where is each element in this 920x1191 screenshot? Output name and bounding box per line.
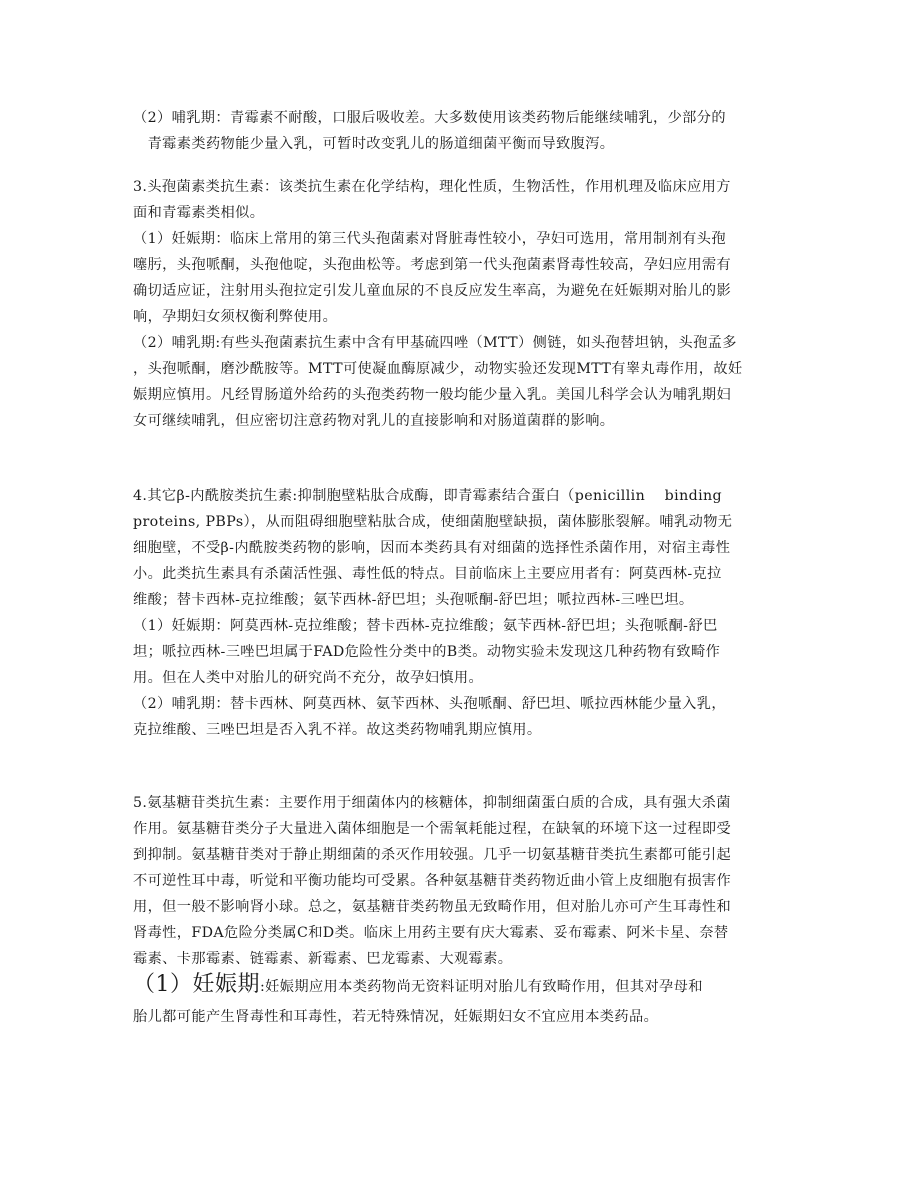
text-line: （2）哺乳期：青霉素不耐酸，口服后吸收差。大多数使用该类药物后能继续哺乳，少部分的 — [133, 110, 726, 126]
text-line: 3.头孢菌素类抗生素：该类抗生素在化学结构，理化性质，生物活性，作用机理及临床应用方 — [133, 179, 731, 195]
text-line: （2）哺乳期:有些头孢菌素抗生素中含有甲基硫四唑（MTT）侧链，如头孢替坦钠，头孢孟多 — [133, 335, 737, 351]
text-line: 4.其它β-内酰胺类抗生素:抑制胞壁粘肽合成酶，即青霉素结合蛋白（penicillin binding — [133, 488, 723, 504]
text-line: 小。此类抗生素具有杀菌活性强、毒性低的特点。目前临床上主要应用者有：阿莫西林-克拉 — [133, 566, 722, 582]
text-line: （2）哺乳期：替卡西林、阿莫西林、氨苄西林、头孢哌酮、舒巴坦、哌拉西林能少量入乳， — [133, 696, 726, 712]
text-line: 肾毒性，FDA危险分类属C和D类。临床上用药主要有庆大霉素、妥布霉素、阿米卡星、奈替 — [133, 925, 729, 941]
text-line: 用。但在人类中对胎儿的研究尚不充分，故孕妇慎用。 — [133, 670, 484, 686]
text-line: 娠期应慎用。凡经胃肠道外给药的头孢类药物一般均能少量入乳。美国儿科学会认为哺乳期妇 — [133, 387, 732, 403]
text-line: 不可逆性耳中毒，听觉和平衡功能均可受累。各种氨基糖苷类药物近曲小管上皮细胞有损害作 — [133, 873, 732, 889]
text-line: （1）妊娠期：临床上常用的第三代头孢菌素对肾脏毒性较小，孕妇可选用，常用制剂有头孢 — [133, 231, 726, 247]
text-line: 确切适应证，注射用头孢拉定引发儿童血尿的不良反应发生率高，为避免在妊娠期对胎儿的影 — [133, 283, 732, 299]
text-line: 克拉维酸、三唑巴坦是否入乳不祥。故这类药物哺乳期应慎用。 — [133, 722, 542, 738]
text-line: 维酸；替卡西林-克拉维酸；氨苄西林-舒巴坦；头孢哌酮-舒巴坦；哌拉西林-三唑巴坦。 — [133, 592, 694, 608]
text-line: 胎儿都可能产生肾毒性和耳毒性，若无特殊情况，妊娠期妇女不宜应用本类药品。 — [133, 1009, 659, 1025]
text-line: 作用。氨基糖苷类分子大量进入菌体细胞是一个需氧耗能过程，在缺氧的环境下这一过程即受 — [133, 821, 732, 837]
text-fragment: :妊娠期应用本类药物尚无资料证明对胎儿有致畸作用，但其对孕母和 — [260, 979, 703, 995]
paragraph-beta-lactams — [133, 483, 783, 743]
text-line: 坦；哌拉西林-三唑巴坦属于FAD危险性分类中的B类。动物实验未发现这几种药物有致畸作 — [133, 644, 721, 660]
text-line: （1）妊娠期：阿莫西林-克拉维酸；替卡西林-克拉维酸；氨苄西林-舒巴坦；头孢哌酮-舒巴 — [133, 618, 718, 634]
paragraph-penicillin-lactation — [133, 105, 783, 157]
paragraph-cephalosporins — [133, 174, 783, 434]
text-line — [133, 970, 783, 1002]
text-line: proteins, PBPs），从而阻碍细胞壁粘肽合成，使细菌胞壁缺损，菌体膨胀裂解。哺乳动物无 — [133, 514, 733, 530]
text-line: 用，但一般不影响肾小球。总之，氨基糖苷类药物虽无致畸作用，但对胎儿亦可产生耳毒性和 — [133, 899, 732, 915]
text-line: 到抑制。氨基糖苷类对于静止期细菌的杀灭作用较强。几乎一切氨基糖苷类抗生素都可能引起 — [133, 847, 732, 863]
text-line: 5.氨基糖苷类抗生素：主要作用于细菌体内的核糖体，抑制细菌蛋白质的合成，具有强大杀菌 — [133, 795, 731, 811]
paragraph-aminoglycosides-pregnancy — [133, 970, 783, 1032]
text-line: 响，孕期妇女须权衡利弊使用。 — [133, 309, 338, 325]
text-line: 噻肟，头孢哌酮，头孢他啶，头孢曲松等。考虑到第一代头孢菌素肾毒性较高，孕妇应用需有 — [133, 257, 732, 273]
text-line: 女可继续哺乳，但应密切注意药物对乳儿的直接影响和对肠道菌群的影响。 — [133, 413, 615, 429]
text-line: 细胞壁，不受β-内酰胺类药物的影响，因而本类药具有对细菌的选择性杀菌作用，对宿主毒性 — [133, 540, 731, 556]
text-line: 面和青霉素类相似。 — [133, 205, 265, 221]
text-line: 霉素、卡那霉素、链霉素、新霉素、巴龙霉素、大观霉素。 — [133, 951, 513, 967]
paragraph-aminoglycosides — [133, 790, 783, 972]
text-line: ，头孢哌酮，磨沙酰胺等。MTT可使凝血酶原减少，动物实验还发现MTT有睾丸毒作用，故妊 — [133, 361, 743, 377]
text-line: 青霉素类药物能少量入乳，可暂时改变乳儿的肠道细菌平衡而导致腹泻。 — [133, 136, 615, 152]
section-heading: （1）妊娠期 — [133, 972, 260, 997]
